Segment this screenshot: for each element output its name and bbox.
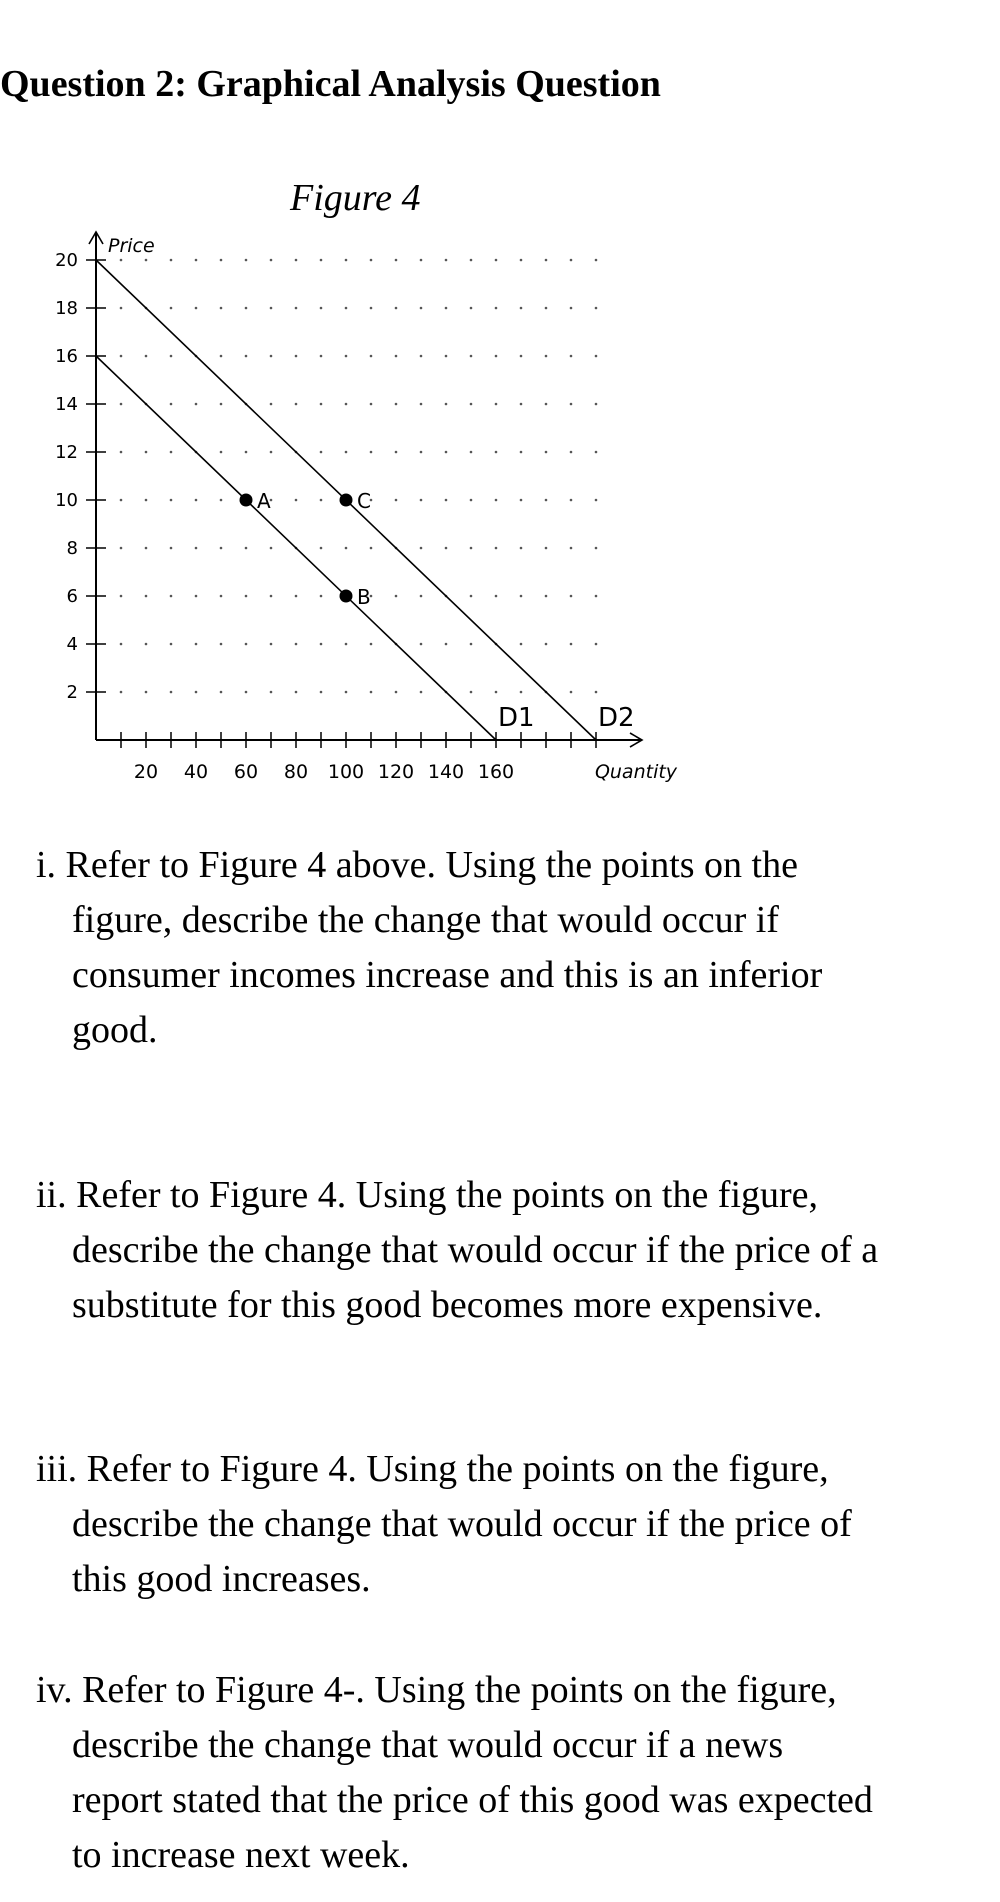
grid-dot [220,259,223,262]
grid-dot [295,355,298,358]
grid-dot [170,499,173,502]
grid-dot [545,403,548,406]
grid-dot [445,643,448,646]
grid-dot [170,307,173,310]
x-tick-label: 60 [233,761,259,783]
point-c [340,494,353,507]
question-4-line-2: describe the change that would occur if a news [72,1724,784,1766]
question-1 [36,838,936,1058]
grid-dot [245,355,248,358]
grid-dot [445,259,448,262]
demand-line-d1 [96,356,496,740]
grid-dot [470,547,473,550]
grid-dot [270,355,273,358]
grid-dot [395,595,398,598]
y-tick-label: 12 [55,442,78,463]
grid-dot [570,259,573,262]
grid-dot [320,259,323,262]
x-tick-label: 80 [283,761,309,783]
grid-dot [120,451,123,454]
grid-dot [245,259,248,262]
grid-dot [170,595,173,598]
grid-dot [595,643,598,646]
grid-dot [470,403,473,406]
grid-dot [270,547,273,550]
grid-dot [320,499,323,502]
y-ticks [55,250,106,703]
grid-dot [245,307,248,310]
grid-dot [470,499,473,502]
grid-dot [245,595,248,598]
grid-dot [195,595,198,598]
grid-dot [495,403,498,406]
question-3-line-3: this good increases. [72,1558,371,1600]
grid-dot [320,403,323,406]
grid-dot [295,403,298,406]
grid-dot [145,595,148,598]
grid-dot [595,451,598,454]
y-tick-label: 18 [55,298,78,319]
grid-dot [220,547,223,550]
grid-dots [120,259,598,694]
grid-dot [145,547,148,550]
grid-dot [370,259,373,262]
grid-dot [220,307,223,310]
question-1-line-2: figure, describe the change that would occur if [72,899,779,941]
grid-dot [470,451,473,454]
grid-dot [245,451,248,454]
demand-label-d1: D1 [498,703,535,733]
y-tick-label: 6 [66,586,78,607]
grid-dot [120,691,123,694]
grid-dot [520,259,523,262]
grid-dot [420,595,423,598]
grid-dot [370,691,373,694]
grid-dot [520,547,523,550]
grid-dot [270,403,273,406]
grid-dot [495,595,498,598]
grid-dot [120,259,123,262]
grid-dot [495,499,498,502]
grid-dot [445,499,448,502]
grid-dot [195,259,198,262]
grid-dot [420,499,423,502]
grid-dot [295,499,298,502]
grid-dot [370,451,373,454]
question-4-line-3: report stated that the price of this good was expected [72,1779,873,1821]
grid-dot [195,643,198,646]
grid-dot [220,403,223,406]
question-3-line-1: iii. Refer to Figure 4. Using the points on the figure, [36,1448,829,1490]
y-tick-label: 8 [66,538,78,559]
grid-dot [195,547,198,550]
grid-dot [120,547,123,550]
y-tick-label: 4 [66,634,78,655]
y-tick-label: 16 [55,346,78,367]
grid-dot [195,691,198,694]
grid-dot [445,547,448,550]
grid-dot [120,595,123,598]
grid-dot [570,499,573,502]
grid-dot [295,691,298,694]
grid-dot [470,595,473,598]
grid-dot [320,691,323,694]
grid-dot [295,259,298,262]
grid-dot [595,307,598,310]
question-2-line-1: ii. Refer to Figure 4. Using the points on the figure, [36,1174,819,1216]
grid-dot [170,547,173,550]
grid-dot [595,595,598,598]
grid-dot [245,643,248,646]
grid-dot [520,499,523,502]
grid-dot [295,595,298,598]
grid-dot [420,691,423,694]
question-2 [36,1168,936,1333]
grid-dot [520,307,523,310]
grid-dot [220,643,223,646]
point-a [240,494,253,507]
x-axis-label: Quantity [594,761,678,783]
x-tick-label: 40 [183,761,209,783]
grid-dot [220,355,223,358]
demand-label-d2: D2 [598,703,635,733]
grid-dot [420,643,423,646]
grid-dot [520,643,523,646]
y-tick-label: 2 [66,682,78,703]
question-1-line-4: good. [72,1009,158,1051]
grid-dot [495,547,498,550]
grid-dot [295,307,298,310]
grid-dot [220,691,223,694]
question-4-line-1: iv. Refer to Figure 4-. Using the points on the figure, [36,1669,837,1711]
grid-dot [345,355,348,358]
question-2-line-2: describe the change that would occur if the price of a [72,1229,879,1271]
y-tick-label: 20 [55,250,78,271]
point-label-c: C [357,489,371,513]
grid-dot [170,643,173,646]
grid-dot [420,547,423,550]
grid-dot [470,259,473,262]
grid-dot [395,259,398,262]
x-tick-label: 20 [133,761,159,783]
grid-dot [595,403,598,406]
grid-dot [170,403,173,406]
point-b [340,590,353,603]
grid-dot [270,595,273,598]
grid-dot [545,499,548,502]
grid-dot [370,547,373,550]
grid-dot [270,643,273,646]
question-3-line-2: describe the change that would occur if the price of [72,1503,852,1545]
grid-dot [120,643,123,646]
grid-dot [420,403,423,406]
grid-dot [345,691,348,694]
x-tick-label: 160 [477,761,515,783]
grid-dot [245,547,248,550]
grid-dot [395,355,398,358]
grid-dot [445,307,448,310]
grid-dot [520,403,523,406]
grid-dot [120,355,123,358]
grid-dot [545,307,548,310]
grid-dot [120,403,123,406]
point-label-a: A [257,489,271,513]
grid-dot [470,307,473,310]
grid-dot [370,403,373,406]
grid-dot [445,403,448,406]
grid-dot [395,403,398,406]
question-3 [36,1442,936,1607]
grid-dot [595,355,598,358]
y-tick-label: 14 [55,394,78,415]
grid-dot [345,403,348,406]
data-points [240,489,371,609]
grid-dot [145,451,148,454]
grid-dot [495,691,498,694]
grid-dot [345,307,348,310]
grid-dot [170,355,173,358]
grid-dot [170,691,173,694]
grid-dot [220,451,223,454]
grid-dot [145,499,148,502]
grid-dot [570,355,573,358]
grid-dot [495,307,498,310]
grid-dot [445,451,448,454]
y-tick-label: 10 [55,490,78,511]
grid-dot [545,451,548,454]
grid-dot [520,691,523,694]
grid-dot [345,547,348,550]
grid-dot [470,643,473,646]
grid-dot [495,355,498,358]
grid-dot [395,691,398,694]
grid-dot [270,691,273,694]
grid-dot [420,355,423,358]
point-label-b: B [357,585,371,609]
grid-dot [420,307,423,310]
grid-dot [420,259,423,262]
grid-dot [545,643,548,646]
question-1-line-1: i. Refer to Figure 4 above. Using the points on the [36,844,798,886]
grid-dot [345,259,348,262]
grid-dot [395,451,398,454]
x-tick-label: 100 [327,761,365,783]
grid-dot [570,547,573,550]
grid-dot [570,691,573,694]
grid-dot [195,403,198,406]
grid-dot [195,307,198,310]
x-tick-label: 120 [377,761,415,783]
grid-dot [345,643,348,646]
grid-dot [220,595,223,598]
grid-dot [170,259,173,262]
grid-dot [545,355,548,358]
grid-dot [145,259,148,262]
grid-dot [570,403,573,406]
grid-dot [445,355,448,358]
grid-dot [570,451,573,454]
grid-dot [495,451,498,454]
x-tick-label: 140 [427,761,465,783]
question-2-line-3: substitute for this good becomes more expensive. [72,1284,823,1326]
grid-dot [570,595,573,598]
grid-dot [595,547,598,550]
grid-dot [120,307,123,310]
question-1-line-3: consumer incomes increase and this is an inferior [72,954,823,996]
grid-dot [545,547,548,550]
grid-dot [320,451,323,454]
grid-dot [545,595,548,598]
grid-dot [270,259,273,262]
grid-dot [145,643,148,646]
grid-dot [370,643,373,646]
grid-dot [470,691,473,694]
y-axis-label: Price [108,235,155,257]
axes [89,232,678,783]
grid-dot [595,691,598,694]
grid-dot [320,547,323,550]
grid-dot [245,691,248,694]
grid-dot [520,451,523,454]
grid-dot [495,259,498,262]
grid-dot [320,643,323,646]
figure-title: Figure 4 [290,177,421,219]
grid-dot [395,307,398,310]
grid-dot [520,595,523,598]
grid-dot [420,451,423,454]
page-heading: Question 2: Graphical Analysis Question [0,63,661,105]
grid-dot [195,499,198,502]
grid-dot [295,643,298,646]
grid-dot [570,307,573,310]
grid-dot [370,307,373,310]
grid-dot [270,307,273,310]
grid-dot [170,451,173,454]
grid-dot [220,499,223,502]
grid-dot [370,355,373,358]
grid-dot [595,499,598,502]
grid-dot [270,451,273,454]
grid-dot [520,355,523,358]
question-4-line-4: to increase next week. [72,1834,410,1876]
demand-chart [0,220,700,800]
grid-dot [145,355,148,358]
grid-dot [470,355,473,358]
grid-dot [395,499,398,502]
grid-dot [595,259,598,262]
grid-dot [320,595,323,598]
grid-dot [570,643,573,646]
grid-dot [120,499,123,502]
grid-dot [345,451,348,454]
grid-dot [320,355,323,358]
grid-dot [145,691,148,694]
grid-dot [320,307,323,310]
grid-dot [545,259,548,262]
question-4 [36,1663,936,1883]
